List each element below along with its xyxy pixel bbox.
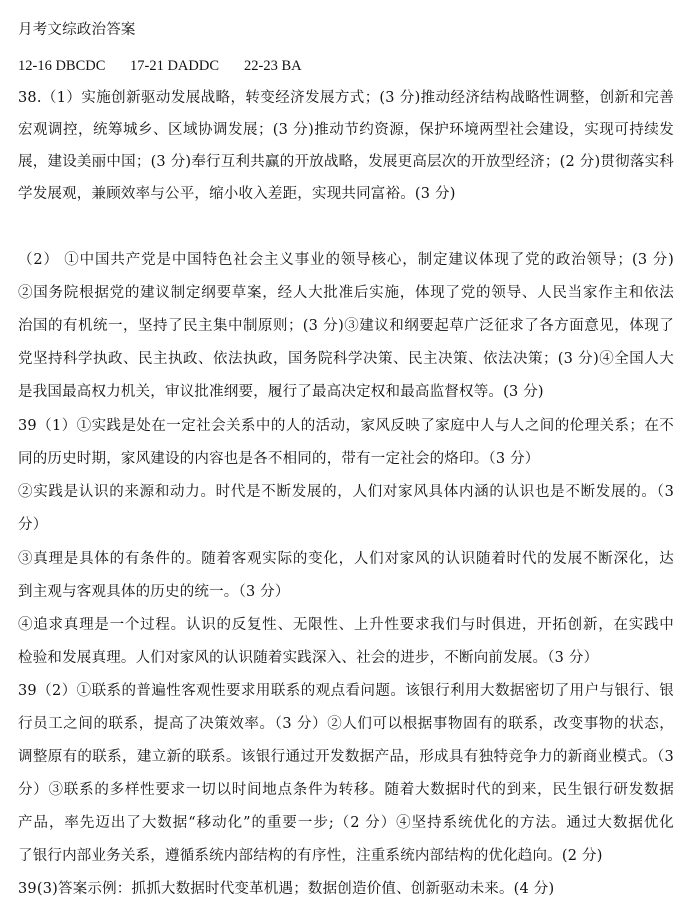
q38-part1-line: 宏观调控，统筹城乡、区域协调发展；(3 分)推动节约资源，保护环境两型社会建设，实现可持续发 xyxy=(18,122,674,138)
q38-part1-line: 学发展观，兼顾效率与公平，缩小收入差距，实现共同富裕。(3 分) xyxy=(18,186,456,202)
q39-part2-line: 调整原有的联系，建立新的联系。该银行通过开发数据产品，形成具有独特竞争力的新商业模式。（3 xyxy=(18,749,674,765)
q39-part1-line: ②实践是认识的来源和动力。时代是不断发展的，人们对家风具体内涵的认识也是不断发展的。（3 xyxy=(18,484,674,500)
q39-part2-line: 39（2）①联系的普遍性客观性要求用联系的观点看问题。该银行利用大数据密切了用户与银行、银 xyxy=(18,683,674,699)
q39-part2-line: 行员工之间的联系，提高了决策效率。（3 分）②人们可以根据事物固有的联系，改变事物的状态， xyxy=(18,716,674,732)
answer-group-17-21: 17-21 DADDC xyxy=(130,58,220,74)
q38-part2-line: 是我国最高权力机关，审议批准纲要，履行了最高决定权和最高监督权等。(3 分) xyxy=(18,384,544,400)
q39-part1-line: 39（1）①实践是处在一定社会关系中的人的活动，家风反映了家庭中人与人之间的伦理关系；在不 xyxy=(18,418,674,434)
q38-part1-line: 展，建设美丽中国；(3 分)奉行互利共赢的开放战略，发展更高层次的开放型经济；(2 分)贯彻落实科 xyxy=(18,154,674,170)
q39-part1-line: ③真理是具体的有条件的。随着客观实际的变化，人们对家风的认识随着时代的发展不断深化，达 xyxy=(18,551,674,567)
q38-part2-line: 治国的有机统一，坚持了民主集中制原则；(3 分)③建议和纲要起草广泛征求了各方面意见，体现了 xyxy=(18,318,674,334)
q38-part2-line: 党坚持科学执政、民主执政、依法执政，国务院科学决策、民主决策、依法决策；(3 分)④全国人大 xyxy=(18,351,674,367)
q39-part1-line: 同的历史时期，家风建设的内容也是各不相同的，带有一定社会的烙印。（3 分） xyxy=(18,451,540,467)
answer-group-22-23: 22-23 BA xyxy=(244,58,302,74)
answer-group-12-16: 12-16 DBCDC xyxy=(18,58,106,74)
q39-part2-line: 产品，率先迈出了大数据“移动化”的重要一步;（2 分）④坚持系统优化的方法。通过大数据优化 xyxy=(18,815,674,831)
q39-part1-line: 到主观与客观具体的历史的统一。（3 分） xyxy=(18,584,290,600)
q39-part1-line: 检验和发展真理。人们对家风的认识随着实践深入、社会的进步，不断向前发展。（3 分） xyxy=(18,650,599,666)
q39-part3-line: 39(3)答案示例：抓抓大数据时代变革机遇；数据创造价值、创新驱动未来。(4 分) xyxy=(18,881,555,897)
q38-part2-line: （2） ①中国共产党是中国特色社会主义事业的领导核心，制定建议体现了党的政治领导；(3 分) xyxy=(18,252,674,268)
q38-part2-line: ②国务院根据党的建议制定纲要草案，经人大批准后实施，体现了党的领导、人民当家作主和依法 xyxy=(18,285,674,301)
document-title: 月考文综政治答案 xyxy=(18,22,136,38)
q39-part1-line: 分） xyxy=(18,517,48,533)
q39-part2-line: 了银行内部业务关系，遵循系统内部结构的有序性，注重系统内部结构的优化趋向。(2 分) xyxy=(18,848,603,864)
q39-part1-line: ④追求真理是一个过程。认识的反复性、无限性、上升性要求我们与时俱进，开拓创新，在实践中 xyxy=(18,617,674,633)
q38-part1-line: 38.（1）实施创新驱动发展战略，转变经济发展方式；(3 分)推动经济结构战略性调整，创新和完善 xyxy=(18,90,674,106)
q39-part2-line: 分）③联系的多样性要求一切以时间地点条件为转移。随着大数据时代的到来，民生银行研发数据 xyxy=(18,782,674,798)
